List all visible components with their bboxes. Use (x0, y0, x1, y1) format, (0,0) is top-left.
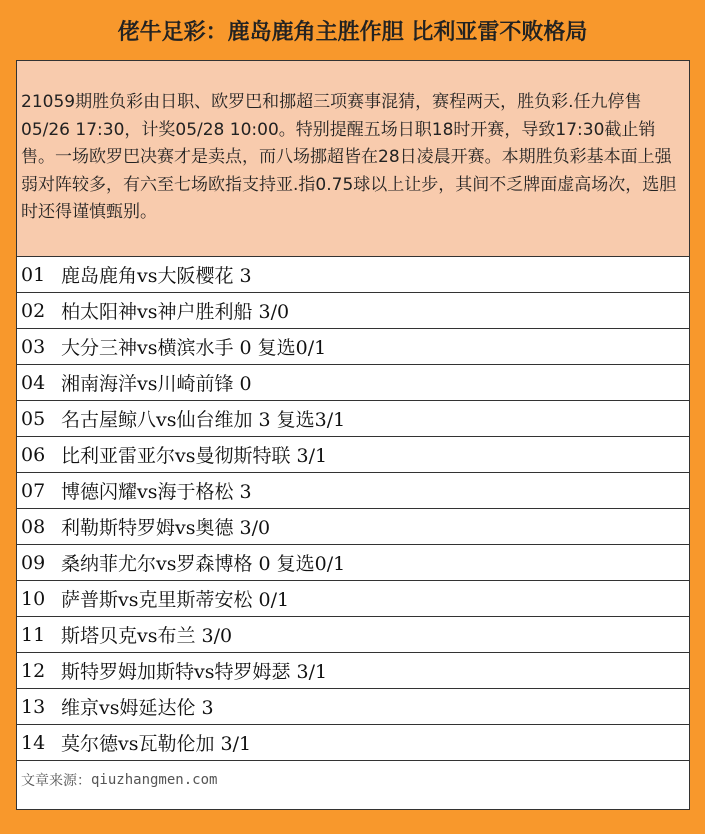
match-number: 09 (21, 551, 46, 574)
match-row (17, 581, 689, 617)
match-row (17, 617, 689, 653)
match-text: 湘南海洋vs川崎前锋 0 (61, 373, 252, 395)
match-text: 柏太阳神vs神户胜利船 3/0 (61, 301, 290, 323)
match-row (17, 257, 689, 293)
match-row (17, 689, 689, 725)
match-row (17, 473, 689, 509)
match-text: 比利亚雷亚尔vs曼彻斯特联 3/1 (61, 445, 328, 467)
match-row (17, 437, 689, 473)
match-number: 02 (21, 299, 46, 322)
match-text: 维京vs姆延达伦 3 (61, 697, 214, 719)
match-text: 博德闪耀vs海于格松 3 (61, 481, 252, 503)
match-text: 萨普斯vs克里斯蒂安松 0/1 (61, 589, 290, 611)
source-label: 文章来源： (21, 773, 91, 789)
match-number: 03 (21, 335, 46, 358)
match-text: 桑纳菲尤尔vs罗森博格 0 复选0/1 (61, 553, 346, 575)
match-row (17, 509, 689, 545)
match-row (17, 401, 689, 437)
match-number: 12 (21, 659, 46, 682)
match-text: 莫尔德vs瓦勒伦加 3/1 (61, 733, 252, 755)
match-text: 鹿岛鹿角vs大阪樱花 3 (61, 265, 252, 287)
match-text: 利勒斯特罗姆vs奥德 3/0 (61, 517, 271, 539)
source-link[interactable]: qiuzhangmen.com (91, 772, 218, 788)
article-title: 佬牛足彩：鹿岛鹿角主胜作胆 比利亚雷不败格局 (117, 19, 588, 45)
match-text: 名古屋鲸八vs仙台维加 3 复选3/1 (61, 409, 346, 431)
match-number: 01 (21, 263, 46, 286)
match-row (17, 725, 689, 761)
match-text: 斯特罗姆加斯特vs特罗姆瑟 3/1 (61, 661, 328, 683)
match-row (17, 293, 689, 329)
match-text: 大分三神vs横滨水手 0 复选0/1 (61, 337, 327, 359)
match-number: 05 (21, 407, 46, 430)
intro-paragraph: 21059期胜负彩由日职、欧罗巴和挪超三项赛事混猜，赛程两天，胜负彩.任九停售05/26 17:30，计奖05/28 10:00。特别提醒五场日职18时开赛，导致17:30截止销售。一场欧罗巴决赛才是卖点，而八场挪超皆在28日凌晨开赛。本期胜负彩基本面上强弱对阵较多，有六至七场欧指支持亚.指0.75球以上让步，其间不乏牌面虚高场次，选胆时还得谨慎甄别。 (17, 61, 689, 257)
match-number: 13 (21, 695, 46, 718)
match-text: 斯塔贝克vs布兰 3/0 (61, 625, 233, 647)
match-row (17, 545, 689, 581)
match-number: 11 (21, 623, 46, 646)
match-number: 04 (21, 371, 46, 394)
match-number: 07 (21, 479, 46, 502)
match-row (17, 329, 689, 365)
match-number: 14 (21, 731, 46, 754)
match-row (17, 653, 689, 689)
match-number: 06 (21, 443, 46, 466)
match-number: 08 (21, 515, 46, 538)
match-row (17, 365, 689, 401)
content-card (16, 60, 690, 810)
match-number: 10 (21, 587, 46, 610)
source-footer (17, 761, 689, 799)
